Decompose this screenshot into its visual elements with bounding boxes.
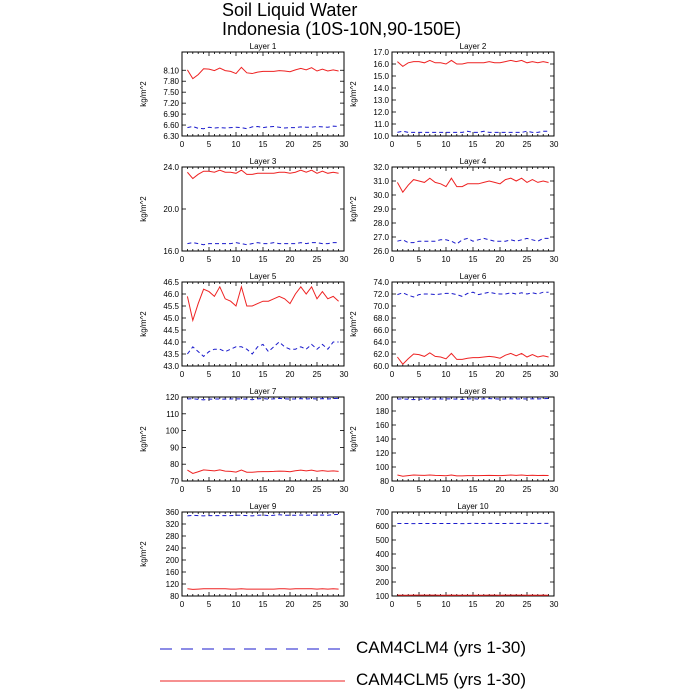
x-tick-label: 10 xyxy=(231,370,241,379)
x-tick-label: 0 xyxy=(179,600,185,609)
chart-panel-layer-6 xyxy=(349,272,559,379)
series-line-cam4clm5 xyxy=(397,60,548,66)
x-tick-label: 0 xyxy=(179,370,185,379)
chart-panel-layer-10 xyxy=(376,502,559,609)
y-tick-label: 46.0 xyxy=(163,290,179,299)
y-tick-label: 43.0 xyxy=(163,362,179,371)
y-tick-label: 240 xyxy=(165,544,179,553)
x-tick-label: 10 xyxy=(231,140,241,149)
x-tick-label: 20 xyxy=(495,370,505,379)
plot-frame xyxy=(392,167,554,251)
x-tick-label: 0 xyxy=(389,600,395,609)
plot-frame xyxy=(182,52,344,136)
y-tick-label: 8.10 xyxy=(163,66,179,76)
x-tick-label: 25 xyxy=(522,485,532,494)
y-tick-label: 24.0 xyxy=(163,163,179,172)
y-tick-label: 360 xyxy=(165,508,179,517)
x-tick-label: 30 xyxy=(339,485,349,494)
y-tick-label: 120 xyxy=(165,393,179,402)
x-tick-label: 15 xyxy=(258,485,268,494)
y-tick-label: 80 xyxy=(380,477,389,486)
figure-title-line1: Soil Liquid Water xyxy=(222,0,358,20)
x-tick-label: 15 xyxy=(258,140,268,149)
x-tick-label: 25 xyxy=(312,255,322,264)
y-tick-label: 44.5 xyxy=(163,326,179,335)
x-tick-label: 25 xyxy=(312,370,322,379)
x-tick-label: 5 xyxy=(206,140,212,149)
x-tick-label: 0 xyxy=(389,140,395,149)
y-tick-label: 11.0 xyxy=(374,120,389,129)
y-tick-label: 13.0 xyxy=(373,96,389,105)
y-tick-label: 200 xyxy=(375,393,389,402)
x-tick-label: 25 xyxy=(522,370,532,379)
y-axis-label: kg/m^2 xyxy=(349,311,358,337)
x-tick-label: 10 xyxy=(441,600,451,609)
y-axis-label: kg/m^2 xyxy=(139,426,148,452)
y-axis-label: kg/m^2 xyxy=(139,81,148,107)
y-tick-label: 110 xyxy=(166,409,179,419)
panel-title: Layer 5 xyxy=(249,272,277,281)
y-tick-label: 100 xyxy=(165,426,179,436)
y-tick-label: 74.0 xyxy=(373,278,389,287)
y-tick-label: 26.0 xyxy=(373,247,389,256)
panel-title: Layer 10 xyxy=(457,502,489,511)
x-tick-label: 10 xyxy=(441,485,451,494)
legend-label-cam4clm5: CAM4CLM5 (yrs 1-30) xyxy=(356,670,527,689)
series-line-cam4clm5 xyxy=(187,170,338,178)
x-tick-label: 15 xyxy=(468,485,478,494)
x-tick-label: 30 xyxy=(549,370,559,379)
series-line-cam4clm5 xyxy=(187,470,338,474)
chart-panel-layer-5 xyxy=(139,272,349,379)
plot-frame xyxy=(392,512,554,596)
x-tick-label: 20 xyxy=(285,140,295,149)
x-tick-label: 5 xyxy=(206,600,212,609)
y-tick-label: 700 xyxy=(375,508,389,517)
x-tick-label: 15 xyxy=(258,600,268,609)
y-tick-label: 300 xyxy=(375,564,389,573)
x-tick-label: 5 xyxy=(416,600,422,609)
y-tick-label: 100 xyxy=(375,592,389,601)
panel-title: Layer 4 xyxy=(459,157,487,166)
y-tick-label: 600 xyxy=(375,522,389,531)
series-line-cam4clm4 xyxy=(187,126,338,129)
series-line-cam4clm5 xyxy=(187,589,338,590)
y-tick-label: 7.20 xyxy=(163,99,179,109)
x-tick-label: 0 xyxy=(389,485,395,494)
plot-frame xyxy=(182,167,344,251)
figure-title-line2: Indonesia (10S-10N,90-150E) xyxy=(222,19,462,39)
x-tick-label: 15 xyxy=(468,140,478,149)
x-tick-label: 0 xyxy=(179,140,185,149)
x-tick-label: 30 xyxy=(339,255,349,264)
y-tick-label: 60.0 xyxy=(373,362,389,371)
chart-panels xyxy=(139,42,559,609)
x-tick-label: 5 xyxy=(206,255,212,264)
plot-frame xyxy=(182,397,344,481)
x-tick-label: 10 xyxy=(441,140,451,149)
x-tick-label: 10 xyxy=(231,255,241,264)
x-tick-label: 5 xyxy=(206,485,212,494)
x-tick-label: 5 xyxy=(416,140,422,149)
y-tick-label: 500 xyxy=(375,536,389,545)
x-tick-label: 20 xyxy=(285,255,295,264)
panel-title: Layer 3 xyxy=(249,157,277,166)
chart-panel-layer-7 xyxy=(139,387,349,494)
y-tick-label: 120 xyxy=(165,580,179,589)
x-tick-label: 20 xyxy=(495,140,505,149)
chart-panel-layer-8 xyxy=(349,387,559,494)
y-tick-label: 27.0 xyxy=(373,233,389,242)
x-tick-label: 30 xyxy=(549,140,559,149)
x-tick-label: 20 xyxy=(495,485,505,494)
x-tick-label: 20 xyxy=(285,485,295,494)
y-tick-label: 200 xyxy=(165,556,179,565)
x-tick-label: 25 xyxy=(312,600,322,609)
y-tick-label: 10.0 xyxy=(373,132,389,141)
y-tick-label: 17.0 xyxy=(373,48,389,57)
y-tick-label: 80 xyxy=(170,592,179,601)
x-tick-label: 5 xyxy=(416,370,422,379)
y-tick-label: 31.0 xyxy=(373,177,389,186)
y-tick-label: 44.0 xyxy=(163,338,179,347)
x-tick-label: 25 xyxy=(522,255,532,264)
chart-panel-layer-2 xyxy=(349,42,559,149)
legend xyxy=(160,649,345,681)
y-tick-label: 6.60 xyxy=(163,121,179,131)
y-tick-label: 28.0 xyxy=(373,219,389,228)
plot-frame xyxy=(392,397,554,481)
x-tick-label: 15 xyxy=(258,370,268,379)
x-tick-label: 30 xyxy=(549,255,559,264)
y-axis-label: kg/m^2 xyxy=(139,196,148,222)
y-tick-label: 29.0 xyxy=(373,205,389,214)
x-tick-label: 15 xyxy=(468,600,478,609)
x-tick-label: 30 xyxy=(549,600,559,609)
y-tick-label: 7.80 xyxy=(163,77,179,87)
y-tick-label: 120 xyxy=(375,449,389,458)
chart-panel-layer-4 xyxy=(349,157,559,264)
y-tick-label: 68.0 xyxy=(373,314,389,323)
x-tick-label: 0 xyxy=(389,255,395,264)
y-tick-label: 160 xyxy=(375,421,389,430)
y-tick-label: 400 xyxy=(375,550,389,559)
y-tick-label: 20.0 xyxy=(163,205,179,214)
x-tick-label: 5 xyxy=(416,255,422,264)
panel-title: Layer 6 xyxy=(459,272,487,281)
legend-label-cam4clm4: CAM4CLM4 (yrs 1-30) xyxy=(356,638,527,657)
y-axis-label: kg/m^2 xyxy=(139,311,148,337)
x-tick-label: 15 xyxy=(258,255,268,264)
y-tick-label: 14.0 xyxy=(373,84,389,93)
y-axis-label: kg/m^2 xyxy=(349,81,358,107)
x-tick-label: 30 xyxy=(339,140,349,149)
y-tick-label: 320 xyxy=(165,520,179,529)
x-tick-label: 10 xyxy=(231,485,241,494)
y-tick-label: 15.0 xyxy=(373,72,389,81)
y-axis-label: kg/m^2 xyxy=(349,426,358,452)
y-tick-label: 7.50 xyxy=(163,88,179,98)
y-tick-label: 32.0 xyxy=(373,163,389,172)
y-tick-label: 30.0 xyxy=(373,191,389,200)
plot-frame xyxy=(392,52,554,136)
plot-frame xyxy=(392,282,554,366)
y-axis-label: kg/m^2 xyxy=(139,541,148,567)
x-tick-label: 30 xyxy=(339,600,349,609)
y-tick-label: 6.90 xyxy=(163,110,179,120)
y-axis-label: kg/m^2 xyxy=(349,196,358,222)
y-tick-label: 12.0 xyxy=(373,108,389,117)
series-line-cam4clm4 xyxy=(397,238,548,244)
series-line-cam4clm5 xyxy=(187,287,338,321)
panel-title: Layer 8 xyxy=(459,387,487,396)
y-tick-label: 90 xyxy=(170,443,179,453)
series-line-cam4clm5 xyxy=(397,178,548,192)
y-tick-label: 180 xyxy=(375,407,389,416)
series-line-cam4clm4 xyxy=(187,243,338,245)
y-tick-label: 43.5 xyxy=(163,350,179,359)
y-tick-label: 140 xyxy=(375,435,389,444)
panel-title: Layer 1 xyxy=(249,42,277,51)
series-line-cam4clm5 xyxy=(397,475,548,476)
x-tick-label: 15 xyxy=(468,370,478,379)
x-tick-label: 0 xyxy=(179,485,185,494)
y-tick-label: 200 xyxy=(375,578,389,587)
x-tick-label: 15 xyxy=(468,255,478,264)
x-tick-label: 25 xyxy=(312,485,322,494)
x-tick-label: 10 xyxy=(441,370,451,379)
x-tick-label: 5 xyxy=(206,370,212,379)
y-tick-label: 72.0 xyxy=(373,290,389,299)
y-tick-label: 280 xyxy=(165,532,179,541)
y-tick-label: 6.30 xyxy=(163,132,179,141)
panel-title: Layer 9 xyxy=(249,502,277,511)
x-tick-label: 20 xyxy=(495,600,505,609)
x-tick-label: 10 xyxy=(231,600,241,609)
y-tick-label: 16.0 xyxy=(373,60,389,69)
series-line-cam4clm4 xyxy=(187,342,338,356)
panel-title: Layer 2 xyxy=(459,42,487,51)
y-tick-label: 62.0 xyxy=(373,350,389,359)
plot-frame xyxy=(182,512,344,596)
x-tick-label: 25 xyxy=(522,140,532,149)
y-tick-label: 16.0 xyxy=(163,247,179,256)
x-tick-label: 25 xyxy=(522,600,532,609)
x-tick-label: 30 xyxy=(339,370,349,379)
series-line-cam4clm4 xyxy=(397,292,548,297)
x-tick-label: 20 xyxy=(285,370,295,379)
series-line-cam4clm5 xyxy=(187,67,338,78)
y-tick-label: 70.0 xyxy=(373,302,389,311)
x-tick-label: 20 xyxy=(495,255,505,264)
y-tick-label: 160 xyxy=(165,568,179,577)
y-tick-label: 46.5 xyxy=(163,278,179,287)
chart-panel-layer-3 xyxy=(139,157,349,264)
x-tick-label: 25 xyxy=(312,140,322,149)
chart-panel-layer-9 xyxy=(139,502,349,609)
y-tick-label: 80 xyxy=(170,460,179,470)
y-tick-label: 100 xyxy=(375,463,389,472)
y-tick-label: 45.5 xyxy=(163,302,179,311)
x-tick-label: 20 xyxy=(285,600,295,609)
x-tick-label: 30 xyxy=(549,485,559,494)
y-tick-label: 66.0 xyxy=(373,326,389,335)
x-tick-label: 10 xyxy=(441,255,451,264)
panel-title: Layer 7 xyxy=(249,387,277,396)
y-tick-label: 70 xyxy=(170,477,179,486)
x-tick-label: 0 xyxy=(179,255,185,264)
x-tick-label: 0 xyxy=(389,370,395,379)
y-tick-label: 64.0 xyxy=(373,338,389,347)
x-tick-label: 5 xyxy=(416,485,422,494)
y-tick-label: 45.0 xyxy=(163,314,179,323)
chart-panel-layer-1 xyxy=(139,42,349,149)
